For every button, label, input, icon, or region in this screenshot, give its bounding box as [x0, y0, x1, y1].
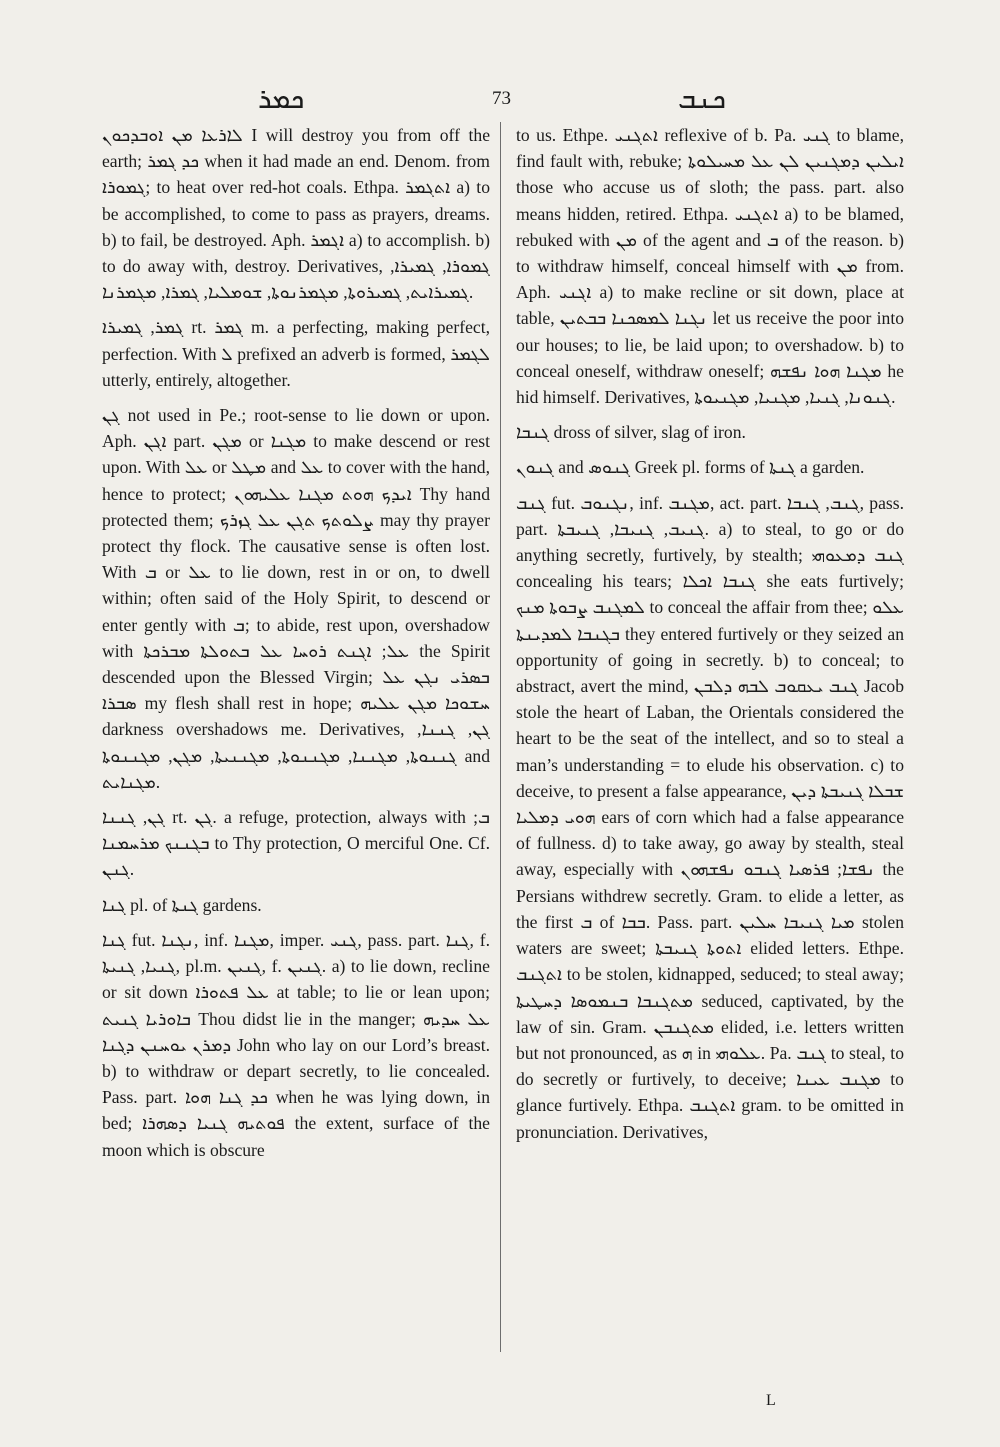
signature-mark: L: [766, 1392, 776, 1409]
right-column: [516, 122, 904, 1154]
right-headword: ܟܢܒ: [678, 82, 726, 115]
page-header: [0, 82, 1000, 118]
entry-paragraph: ܓܢܘܢ and ܓܢܘܣ Greek pl. forms of ܓܢܬܐ a garden.: [516, 457, 865, 478]
left-headword: ܟܡܪ: [258, 82, 305, 115]
entry-paragraph: ܓܢ not used in Pe.; root-sense to lie down or upon. Aph. ܐܓܢ part. ܡܓܢ or ܡܓܢܐ to make descend or rest upon. With ܥܠ or ܡܛܠ and ܥܠ to cover with the hand, hence to protect; ܐܝܕܟ ܗܘܬ ܡܓܢܐ ܥܠܝܗܘܢ Thy hand protected them; ܨܠܘܬܟ ܬܓܢ ܥܠ ܓܙܪܟ may thy prayer protect thy flock. The causative sense is often lost. With ܒ or ܥܠ to lie down, rest in or on, to dwell within; often said of the Holy Spirit, to descend or enter gently with ܒ; to abide, rest upon, overshadow with ܥܠ; ܐܓܢܬ ܪܘܚܐ ܥܠ ܒܬܘܠܬܐ ܡܒܪܟܬܐ the Spirit descended upon the Blessed Virgin; ܒܣܪܝ ܢܓܢ ܥܠ ܣܒܪܐ my flesh shall rest in hope; ܚܫܘܟܐ ܡܓܢ ܥܠܝܗ darkness overshadows me. Derivatives, ܓܢ, ܓܢܢܐ, ܓܢܢܘܬܐ, ܡܓܢܢܐ, ܡܓܢܢܘܬܐ, ܡܓܢܢܝܬܐ, ܡܓܢ, ܡܓܢܢܘܬܐ and ܡܓܢܐܝܬ.: [102, 405, 491, 792]
left-column: [102, 122, 490, 1172]
entry-paragraph: ܓܢ, ܓܢܢܐ rt. ܓܢ. a refuge, protection, always with ܒ; ܒܓܢܢܟ ܡܪܚܡܢܐ to Thy protection, O merciful One. Cf. ܓܢܢ.: [102, 807, 490, 880]
column-divider: [500, 122, 501, 1352]
entry-paragraph: ܓܢܒ fut. ܢܓܢܘܒ, inf. ܡܓܢܒ, act. part. ܓܢܒ, ܓܢܒܐ, pass. part. ܓܢܝܒ, ܓܢܝܒܐ, ܓܢܝܒܬܐ. a) to steal, to go or do anything secretly, furtively, by stealth; ܓܢܒ ܕܡܥܘܗܝ concealing his tears; ܓܢܒܐ ܐܟܠܐ she eats furtively; ܠܡܓܢܒ ܨܒܘܬܐ ܡܢܟ to conceal the affair from thee; ܥܠܘ ܒܓܢܒܐ ܠܡܕܝܢܬܐ they entered furtively or they seized an opportunity of going in secretly. b) to conceal; to abstract, avert the mind, ܓܢܒ ܝܥܩܘܒ ܠܒܗ ܕܠܒܢ Jacob stole the heart of Laban, the Orientals considered the heart to be the seat of the intellect, and so to steal a man’s understanding = to elude his observation. c) to deceive, to present a false appearance, ܫܒܠܐ ܓܢܝܒܬܐ ܕܝܢ ܗܘܝ ܕܡܠܝܐ ears of corn which had a false appearance of fullness. d) to take away, go away by stealth, steal away, especially with ܢܦܫܐ; ܦܪܣܝܐ ܓܢܒܘ ܢܦܫܗܘܢ the Persians withdrew secretly. Gram. to elide a letter, as the first ܒ of ܒܒܐ. Pass. part. ܡܝܐ ܓܢܝܒܐ ܚܠܝܢ stolen waters are sweet; ܐܬܘܬܐ ܓܢܝܒܬܐ elided letters. Ethpe. ܐܬܓܢܒ to be stolen, kidnapped, seduced; to steal away; ܡܬܓܢܒܐ ܒܢܡܘܣܐ ܕܚܛܝܬܐ seduced, captivated, by the law of sin. Gram. ܡܬܓܢܒܢ elided, i.e. letters written but not pronounced, as ܗ in ܥܠܘܗܝ. Pa. ܓܢܒ to steal, to do secretly or furtively, to deceive; ܡܓܢܒ ܥܝܢܐ to glance furtively. Ethpa. ܐܬܓܢܒ gram. to be omitted in pronunciation. Derivatives,: [516, 492, 905, 1142]
entry-paragraph: ܓܢܐ pl. of ܓܢܬܐ gardens.: [102, 894, 262, 915]
entry-paragraph: ܓܢܐ fut. ܢܓܢܐ, inf. ܡܓܢܐ, imper. ܓܢܝ, pass. part. ܓܢܐ, f. ܓܢܝܐ, ܓܢܝܬܐ, pl.m. ܓܢܝܢ, f. ܓܢܝܢ. a) to lie down, recline or sit down ܥܠ ܦܬܘܪܐ at table; to lie or lean upon; ܒܐܘܪܝܐ ܓܢܝܬ Thou didst lie in the manger; ܥܠ ܚܕܝܗ ܕܡܪܢ ܝܘܚܢܢ ܕܓܢܐ John who lay on our Lord’s breast. b) to withdraw or depart secretly, to lie concealed. Pass. part. ܟܕ ܓܢܐ ܗܘܐ when he was lying down, in bed; ܦܘܬܝܗ ܓܢܝܐ ܕܣܗܪܐ the extent, surface of the moon which is obscure: [102, 929, 490, 1160]
entry-paragraph: to us. Ethpe. ܐܬܓܢܝ reflexive of b. Pa. ܓܢܝ to blame, find fault with, rebuke; ܐܝܠܝܢ ܕܡܓܢܝܢ ܠܢ ܥܠ ܡܚܝܠܘܬܐ those who accuse us of sloth; the pass. part. also means hidden, retired. Ethpa. ܐܬܓܢܝ a) to be blamed, rebuked with ܡܢ of the agent and ܒ of the reason. b) to withdraw himself, conceal himself with ܡܢ from. Aph. ܐܓܢܝ a) to make recline or sit down, place at table, ܢܓܢܐ ܠܡܣܟܢܐ ܒܒܬܝܢ let us receive the poor into our houses; to lie, be laid upon; to overshadow. b) to conceal oneself, withdraw oneself; ܡܓܢܐ ܗܘܐ ܢܦܫܗ he hid himself. Derivatives, ܓܢܘܢܐ, ܓܢܝܐ, ܡܓܢܝܐ, ܡܓܢܝܘܬܐ.: [516, 125, 905, 408]
entry-paragraph: ܠܐܪܥܐ ܡܢ ܐܘܒܕܟܘܢ I will destroy you from off the earth; ܟܕ ܓܡܪ when it had made an end. Denom. from ܓܡܘܪܐ; to heat over red-hot coals. Ethpa. ܐܬܓܡܪ a) to be accomplished, to come to pass as prayers, dreams. b) to fail, be destroyed. Aph. ܐܓܡܪ a) to accomplish. b) to do away with, destroy. Derivatives, ܓܡܘܪܐ, ܓܡܝܪܐ, ܓܡܝܪܐܝܬ, ܓܡܝܪܘܬܐ, ܡܓܡܪܢܘܬܐ, ܫܘܡܠܝܐ, ܓܡܪܐ, ܡܓܡܪܢܐ.: [102, 125, 490, 303]
page-number: 73: [492, 88, 511, 109]
entry-paragraph: ܓܡܪ, ܓܡܝܪܐ rt. ܓܡܪ m. a perfecting, making perfect, perfection. With ܠ prefixed an adverb is formed, ܠܓܡܪ utterly, entirely, altogether.: [102, 317, 490, 390]
entry-paragraph: ܓܢܒܐ dross of silver, slag of iron.: [516, 422, 746, 443]
